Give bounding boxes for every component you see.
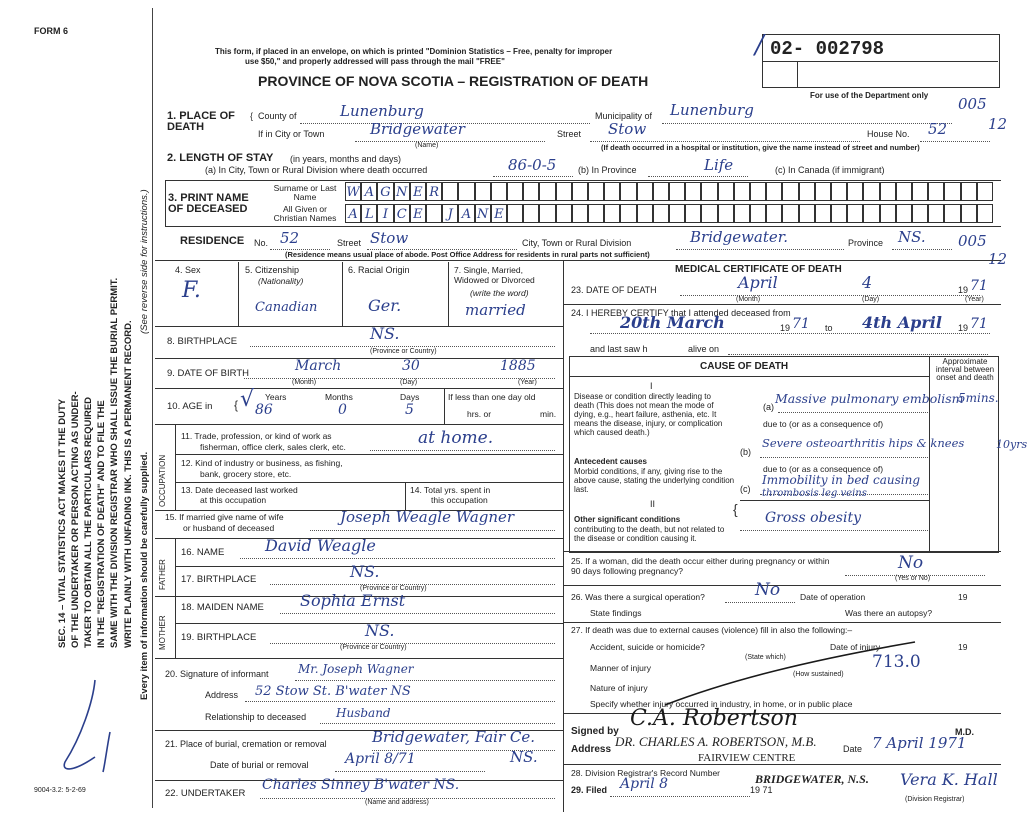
given-box xyxy=(669,204,685,223)
notice-line-1: This form, if placed in an envelope, on which is printed "Dominion Statistics – Free, penalty for improper xyxy=(215,47,613,56)
given-box xyxy=(491,204,507,223)
given-box xyxy=(539,204,555,223)
dob-label: 9. DATE OF BIRTH xyxy=(167,368,249,379)
given-box xyxy=(653,204,669,223)
given-box xyxy=(863,204,879,223)
age-months: 0 xyxy=(338,402,347,418)
sex-label: 4. Sex xyxy=(175,265,201,275)
undertaker-value: Charles Sinney B'water NS. xyxy=(262,777,460,793)
surgery-label: 26. Was there a surgical operation? xyxy=(571,592,705,602)
given-box xyxy=(961,204,977,223)
mother-name-label: 18. MAIDEN NAME xyxy=(181,602,264,613)
sex-value: F. xyxy=(182,278,201,303)
surname-box xyxy=(685,182,701,201)
dept-code-3: 005 xyxy=(958,232,987,250)
city-value: Bridgewater xyxy=(370,120,465,138)
surname-box xyxy=(410,182,426,201)
years-label: Years xyxy=(265,392,287,402)
to-label: to xyxy=(825,323,833,333)
given-box xyxy=(977,204,993,223)
surname-box xyxy=(669,182,685,201)
to-year-prefix: 19 xyxy=(958,323,969,333)
surname-box xyxy=(766,182,782,201)
surname-letter: W xyxy=(346,185,360,200)
surname-box xyxy=(507,182,523,201)
other-label: Other significant conditions xyxy=(574,515,681,524)
attend-to-year: 71 xyxy=(970,316,988,332)
side-text-8: (See reverse side for instructions.) xyxy=(139,189,150,334)
given-letter: C xyxy=(396,207,407,222)
surname-box xyxy=(475,182,491,201)
filed-value: April 8 xyxy=(620,776,669,792)
doctor-stamp: DR. CHARLES A. ROBERTSON, M.B. xyxy=(615,734,817,749)
occupation-side: OCCUPATION xyxy=(158,454,167,507)
given-box xyxy=(345,204,361,223)
date-label: Date xyxy=(843,744,863,754)
surname-box xyxy=(637,182,653,201)
birthplace-value: NS. xyxy=(370,324,400,343)
strike-line xyxy=(660,640,920,710)
surname-box xyxy=(831,182,847,201)
attend-from: 20th March xyxy=(620,313,725,332)
lastsaw-label: and last saw h xyxy=(590,344,648,354)
interval-label: Approximate interval between onset and death xyxy=(935,357,995,382)
sustained-caption: (How sustained) xyxy=(793,671,844,678)
given-box xyxy=(750,204,766,223)
manner-label: Manner of injury xyxy=(590,663,651,673)
father-side: FATHER xyxy=(158,559,167,590)
dob-month-caption: (Month) xyxy=(292,379,317,386)
stay-b-value: Life xyxy=(704,156,734,174)
certify-label: 24. I HEREBY CERTIFY that I attended deceased from xyxy=(571,308,791,318)
given-box xyxy=(637,204,653,223)
autopsy-label: Was there an autopsy? xyxy=(845,608,933,618)
mother-side: MOTHER xyxy=(158,615,167,650)
department-use: For use of the Department only xyxy=(810,91,929,100)
given-box xyxy=(523,204,539,223)
residence-street-label: Street xyxy=(337,238,362,248)
given-box xyxy=(442,204,458,223)
given-box xyxy=(831,204,847,223)
stay-a-value: 86-0-5 xyxy=(508,156,557,174)
given-letter: A xyxy=(348,207,358,222)
informant-address-value: 52 Stow St. B'water NS xyxy=(255,684,411,699)
doctor-signature: C.A. Robertson xyxy=(630,706,798,731)
birthplace-caption: (Province or Country) xyxy=(370,348,437,355)
given-box xyxy=(718,204,734,223)
dob-year: 1885 xyxy=(500,358,536,374)
length-of-stay-label: 2. LENGTH OF STAY xyxy=(167,152,274,164)
division-record-label: 28. Division Registrar's Record Number xyxy=(571,768,721,778)
given-box xyxy=(475,204,491,223)
surname-box xyxy=(880,182,896,201)
checkmark-signature xyxy=(35,672,130,787)
given-box xyxy=(815,204,831,223)
side-text-2: OF THE UNDERTAKER OR PERSON ACTING AS UNDER- xyxy=(70,391,81,648)
father-name-value: David Weagle xyxy=(265,536,376,555)
surname-box xyxy=(799,182,815,201)
dod-year: 71 xyxy=(970,278,988,294)
form-number: FORM 6 xyxy=(34,26,69,36)
spouse-sub: or husband of deceased xyxy=(183,523,275,533)
state-which-caption: (State which) xyxy=(745,654,786,661)
given-letter: N xyxy=(477,207,489,222)
pregnancy-value: No xyxy=(898,553,924,573)
dob-year-caption: (Year) xyxy=(518,379,537,386)
surname-letter: R xyxy=(429,185,439,200)
given-box xyxy=(944,204,960,223)
lastworked-sub: at this occupation xyxy=(200,495,267,505)
trade-label: 11. Trade, profession, or kind of work as xyxy=(181,431,332,441)
dept-code-4: 12 xyxy=(988,250,1008,268)
dod-day-caption: (Day) xyxy=(862,296,880,303)
municipality-label: Municipality of xyxy=(595,111,653,121)
days-label: Days xyxy=(400,392,420,402)
attend-to: 4th April xyxy=(862,313,942,332)
surname-box xyxy=(863,182,879,201)
pregnancy-caption: (Yes or No) xyxy=(895,575,931,582)
hrs-label: hrs. or xyxy=(467,409,492,419)
injury-date-label: Date of injury xyxy=(830,642,881,652)
mother-name-value: Sophia Ernst xyxy=(300,591,406,610)
roman-2: II xyxy=(650,499,656,509)
form-title: PROVINCE OF NOVA SCOTIA – REGISTRATION OF DEATH xyxy=(258,73,649,89)
surname-box xyxy=(442,182,458,201)
surname-box xyxy=(701,182,717,201)
sign-date: 7 April 1971 xyxy=(872,734,967,752)
given-box xyxy=(410,204,426,223)
father-bp-value: NS. xyxy=(350,562,380,581)
burial-value-2: NS. xyxy=(510,748,538,766)
residence-street-value: Stow xyxy=(370,229,409,247)
pregnancy-label: 25. If a woman, did the death occur either during pregnancy or within 90 days following pregnancy? xyxy=(571,556,830,576)
cause-title: CAUSE OF DEATH xyxy=(700,361,789,372)
cause-c-value: Immobility in bed causing xyxy=(762,473,921,487)
county-value: Lunenburg xyxy=(340,102,424,120)
surname-box xyxy=(847,182,863,201)
industry-question: Specify whether injury occurred in industry, in home, or in public place xyxy=(590,699,853,709)
stay-c-label: (c) In Canada (if immigrant) xyxy=(775,165,885,175)
informant-sig-value: Mr. Joseph Wagner xyxy=(298,662,414,676)
dod-label: 23. DATE OF DEATH xyxy=(571,285,657,295)
surname-label: Surname or Last Name xyxy=(273,183,337,202)
surname-box xyxy=(458,182,474,201)
years-spent-label: 14. Total yrs. spent in xyxy=(410,485,491,495)
cause-a-label: (a) xyxy=(763,402,774,412)
surname-box xyxy=(653,182,669,201)
side-text-5: SAME WITH THE DIVISION REGISTRAR WHO SHALL ISSUE THE BURIAL PERMIT. xyxy=(109,277,120,648)
municipality-value: Lunenburg xyxy=(670,101,754,119)
given-letter: E xyxy=(413,207,423,222)
given-box xyxy=(556,204,572,223)
residence-province-label: Province xyxy=(848,238,884,248)
dod-month-caption: (Month) xyxy=(736,296,761,303)
address-label: Address xyxy=(571,744,612,755)
months-label: Months xyxy=(325,392,353,402)
given-box xyxy=(880,204,896,223)
given-box xyxy=(426,204,442,223)
surname-box xyxy=(556,182,572,201)
father-name-label: 16. NAME xyxy=(181,547,225,558)
signed-by-label: Signed by xyxy=(571,726,619,737)
side-text-7: Every item of information should be carefully supplied. xyxy=(139,451,150,700)
cause-b-value: Severe osteoarthritis hips & knees xyxy=(762,436,965,450)
surname-box xyxy=(539,182,555,201)
dept-code-1: 005 xyxy=(958,95,987,113)
name-caption: (Name) xyxy=(415,142,439,149)
given-box xyxy=(847,204,863,223)
residence-city-label: City, Town or Rural Division xyxy=(522,238,632,248)
age-years: 86 xyxy=(255,402,273,418)
hospital-note: (If death occurred in a hospital or institution, give the name instead of street and number) xyxy=(601,143,920,152)
surname-box xyxy=(912,182,928,201)
surname-box xyxy=(426,182,442,201)
street-value: Stow xyxy=(608,120,647,138)
given-box xyxy=(604,204,620,223)
other-value: Gross obesity xyxy=(765,510,861,526)
age-check: √ xyxy=(240,387,255,412)
industry-sub: bank, grocery store, etc. xyxy=(200,469,292,479)
dod-month: April xyxy=(738,273,778,292)
medical-title: MEDICAL CERTIFICATE OF DEATH xyxy=(675,264,842,275)
dod-year-caption: (Year) xyxy=(965,296,984,303)
surname-box xyxy=(345,182,361,201)
registrar-caption: (Division Registrar) xyxy=(905,796,965,803)
surname-box xyxy=(620,182,636,201)
from-year-prefix: 19 xyxy=(780,323,791,333)
surname-box xyxy=(604,182,620,201)
attend-from-year: 71 xyxy=(792,316,810,332)
dob-day-caption: (Day) xyxy=(400,379,418,386)
given-letter: L xyxy=(364,207,374,222)
dob-day: 30 xyxy=(402,358,420,374)
given-box xyxy=(458,204,474,223)
age-days: 5 xyxy=(405,402,414,418)
given-letter: E xyxy=(494,207,504,222)
marital-sub: (write the word) xyxy=(470,288,529,298)
spouse-label: 15. If married give name of wife xyxy=(165,512,284,522)
residence-label: RESIDENCE xyxy=(180,235,245,247)
racial-label: 6. Racial Origin xyxy=(348,265,410,275)
lessday-label: If less than one day old xyxy=(448,392,536,402)
dod-day: 4 xyxy=(862,273,873,292)
surgery-value: No xyxy=(755,580,781,600)
surname-letter: G xyxy=(380,185,391,200)
surname-letter: N xyxy=(396,185,408,200)
surname-box xyxy=(718,182,734,201)
residence-city-value: Bridgewater. xyxy=(690,228,789,246)
surname-box xyxy=(815,182,831,201)
birthplace-label: 8. BIRTHPLACE xyxy=(167,336,238,347)
given-box xyxy=(685,204,701,223)
given-box xyxy=(361,204,377,223)
given-box xyxy=(734,204,750,223)
racial-value: Ger. xyxy=(368,296,402,315)
registrar-signature: Vera K. Hall xyxy=(900,770,998,789)
interval-b-value: 10yrs xyxy=(996,438,1027,451)
given-label: All Given or Christian Names xyxy=(273,204,337,223)
cause-c-label: (c) xyxy=(740,484,751,494)
due-to-2: due to (or as a consequence of) xyxy=(763,464,884,474)
filed-year: 19 71 xyxy=(750,785,773,795)
informant-address-label: Address xyxy=(205,690,239,700)
stay-sub: (in years, months and days) xyxy=(290,154,402,164)
industry-label: 12. Kind of industry or business, as fishing, xyxy=(181,458,343,468)
surname-letter: A xyxy=(364,185,374,200)
given-box xyxy=(782,204,798,223)
surname-box xyxy=(961,182,977,201)
marital-value: married xyxy=(465,301,526,319)
given-box xyxy=(620,204,636,223)
years-spent-sub: this occupation xyxy=(431,495,488,505)
residence-no-label: No. xyxy=(254,238,269,248)
surname-box xyxy=(896,182,912,201)
findings-label: State findings xyxy=(590,608,642,618)
nature-label: Nature of injury xyxy=(590,683,648,693)
given-box xyxy=(912,204,928,223)
roman-1: I xyxy=(650,381,653,391)
given-box xyxy=(394,204,410,223)
surname-box xyxy=(491,182,507,201)
trade-sub: fisherman, office clerk, sales clerk, etc. xyxy=(200,442,346,452)
side-text-3: TAKER TO OBTAIN ALL THE PARTICULARS REQUIRED xyxy=(83,396,94,648)
given-box xyxy=(588,204,604,223)
surname-box xyxy=(782,182,798,201)
citizenship-sub: (Nationality) xyxy=(258,276,304,286)
surname-box xyxy=(588,182,604,201)
surname-box xyxy=(750,182,766,201)
reg-checkmark: / xyxy=(755,30,764,60)
residence-no-value: 52 xyxy=(280,229,300,247)
street-label: Street xyxy=(557,129,582,139)
cause-c-value-2: thrombosis leg veins xyxy=(762,488,867,499)
residence-province-value: NS. xyxy=(898,228,926,246)
given-letter: I xyxy=(382,207,389,222)
cause-a-value: Massive pulmonary embolism xyxy=(775,391,964,406)
age-label: 10. AGE in xyxy=(167,401,213,412)
interval-a-value: 5mins. xyxy=(958,391,999,405)
print-name-label xyxy=(168,193,258,215)
burial-label: 21. Place of burial, cremation or removal xyxy=(165,739,327,749)
side-text-6: WRITE PLAINLY WITH UNFADING INK. THIS IS A PERMANENT RECORD. xyxy=(123,320,134,648)
relation-label: Relationship to deceased xyxy=(205,712,307,722)
burial-date-value: April 8/71 xyxy=(345,751,416,767)
county-label: County of xyxy=(258,111,297,121)
doctor-stamp-3: BRIDGEWATER, N.S. xyxy=(755,772,869,786)
left-border xyxy=(152,8,153,808)
mother-bp-label: 19. BIRTHPLACE xyxy=(181,632,257,643)
alive-label: alive on xyxy=(688,344,720,354)
given-box xyxy=(701,204,717,223)
given-box xyxy=(572,204,588,223)
lastworked-label: 13. Date deceased last worked xyxy=(181,485,298,495)
given-box xyxy=(377,204,393,223)
surname-box xyxy=(523,182,539,201)
cause-b-label: (b) xyxy=(740,447,751,457)
surname-box xyxy=(734,182,750,201)
given-letter: J xyxy=(447,207,453,222)
informant-sig-label: 20. Signature of informant xyxy=(165,669,269,679)
surname-box xyxy=(572,182,588,201)
injury-year-prefix: 19 xyxy=(958,642,968,652)
other-sub: contributing to the death, but not related to the disease or condition causing it. xyxy=(574,525,725,543)
city-label: If in City or Town xyxy=(258,129,325,139)
side-text-1: SEC. 14 – VITAL STATISTICS ACT MAKES IT THE DUTY xyxy=(57,398,68,648)
house-value: 52 xyxy=(928,120,948,138)
dept-code-2: 12 xyxy=(988,115,1008,133)
stay-b-label: (b) In Province xyxy=(578,165,637,175)
filed-label: 29. Filed xyxy=(571,785,608,795)
given-box xyxy=(896,204,912,223)
surgery-date-label: Date of operation xyxy=(800,592,866,602)
marital-label: 7. Single, Married, Widowed or Divorced xyxy=(454,265,535,285)
surgery-year-prefix: 19 xyxy=(958,592,968,602)
print-code: 9004-3.2: 5-2-69 xyxy=(34,787,86,794)
antecedent-label: Antecedent causes xyxy=(574,457,647,466)
due-to-1: due to (or as a consequence of) xyxy=(763,419,884,429)
citizenship-label: 5. Citizenship xyxy=(245,265,300,275)
relation-value: Husband xyxy=(336,706,391,720)
notice-line-2: use $50," and properly addressed will pass through the mail "FREE" xyxy=(245,57,505,66)
print-name-text: 3. PRINT NAME OF DECEASED xyxy=(168,192,249,215)
father-bp-caption: (Province or Country) xyxy=(360,585,427,592)
manner-code: 713.0 xyxy=(872,652,921,672)
mother-bp-value: NS. xyxy=(365,621,395,640)
given-box xyxy=(799,204,815,223)
surname-box xyxy=(377,182,393,201)
surname-box xyxy=(394,182,410,201)
surname-box xyxy=(977,182,993,201)
dod-year-prefix: 19 xyxy=(958,285,969,295)
dob-month: March xyxy=(295,358,342,374)
direct-cause-label: Disease or condition directly leading to death (This does not mean the mode of dying, e.g., heart failure, asthenia, etc. It means the disease, injury, or complication which caused death.) xyxy=(574,392,723,437)
burial-value: Bridgewater, Fair Ce. xyxy=(372,728,536,746)
external-label: 27. If death was due to external causes (violence) fill in also the following:– xyxy=(571,625,853,635)
accident-label: Accident, suicide or homicide? xyxy=(590,642,705,652)
surname-letter: E xyxy=(413,185,423,200)
place-of-death-label: 1. PLACE OF DEATH xyxy=(167,110,235,133)
min-label: min. xyxy=(540,409,557,419)
residence-note: (Residence means usual place of abode. Post Office Address for residents in rural parts not sufficient) xyxy=(285,250,650,259)
trade-value: at home. xyxy=(418,428,494,448)
given-box xyxy=(766,204,782,223)
md-label: M.D. xyxy=(955,727,974,737)
spouse-value: Joseph Weagle Wagner xyxy=(340,508,515,526)
stay-a-label: (a) In City, Town or Rural Division where death occurred xyxy=(205,165,428,175)
registration-number: 02- 002798 xyxy=(770,38,885,60)
side-text-4: IN THE "REGISTRATION OF DEATH" AND TO FILE THE xyxy=(96,400,107,648)
father-bp-label: 17. BIRTHPLACE xyxy=(181,574,257,585)
house-label: House No. xyxy=(867,129,910,139)
mother-bp-caption: (Province or Country) xyxy=(340,644,407,651)
antecedent-sub: Morbid conditions, if any, giving rise to the above cause, stating the underlying condition last. xyxy=(574,467,735,494)
surname-box xyxy=(361,182,377,201)
burial-date-label: Date of burial or removal xyxy=(210,760,309,770)
given-box xyxy=(928,204,944,223)
doctor-stamp-2: FAIRVIEW CENTRE xyxy=(698,752,796,764)
undertaker-label: 22. UNDERTAKER xyxy=(165,788,246,799)
given-box xyxy=(507,204,523,223)
surname-box xyxy=(944,182,960,201)
undertaker-caption: (Name and address) xyxy=(365,799,429,806)
given-letter: A xyxy=(461,207,472,222)
surname-box xyxy=(928,182,944,201)
citizenship-value: Canadian xyxy=(255,300,318,315)
